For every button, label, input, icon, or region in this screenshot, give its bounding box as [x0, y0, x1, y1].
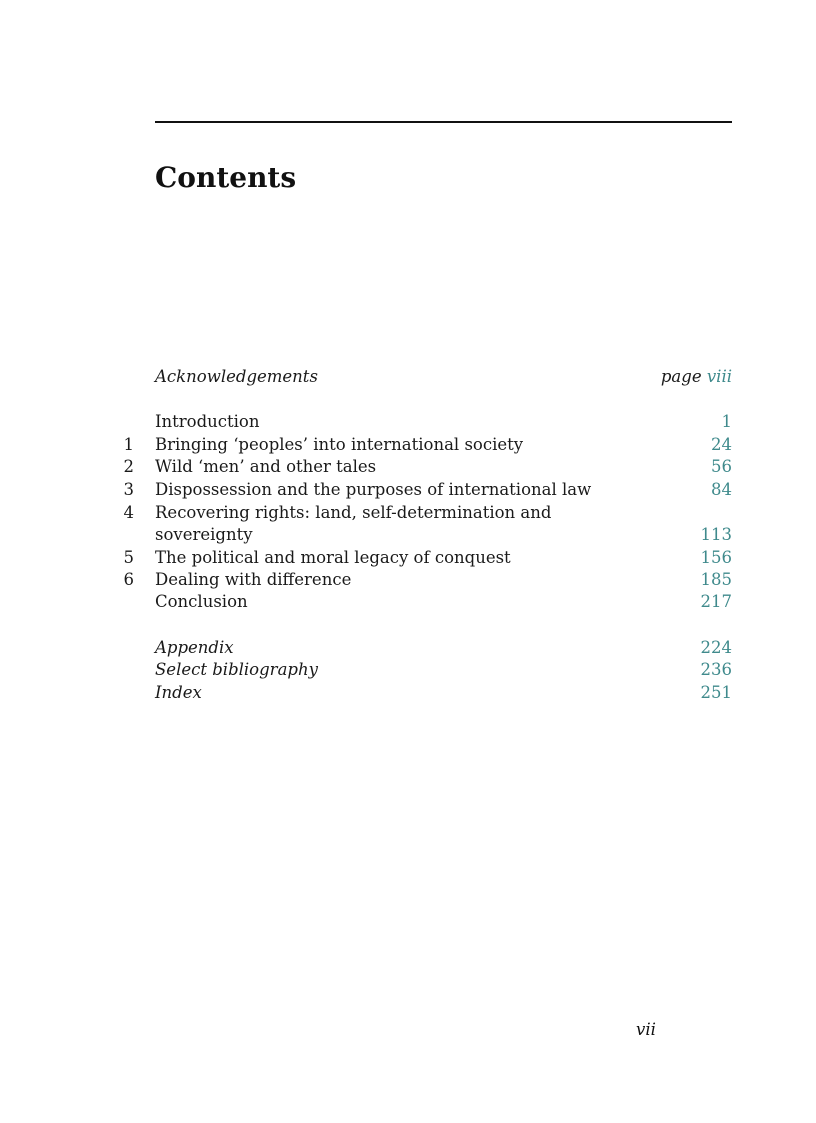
toc-entry-title: Introduction	[155, 412, 260, 431]
toc-entry-chapter-3[interactable]	[0, 479, 816, 501]
toc-entry-title: Acknowledgements	[155, 367, 318, 386]
toc-entry-title: Wild ‘men’ and other tales	[155, 457, 377, 476]
page-number[interactable]: viii	[706, 367, 732, 386]
toc-entry-title: Recovering rights: land, self-determination and	[155, 503, 552, 522]
toc-entry-appendix[interactable]	[0, 637, 816, 659]
toc-entry-chapter-2[interactable]	[0, 456, 816, 478]
chapter-number: 5	[123, 548, 134, 567]
toc-entry-page[interactable]: 224	[700, 638, 732, 657]
toc-entry-title: Index	[155, 683, 202, 702]
chapter-number: 1	[123, 435, 134, 454]
toc-entry-chapter-4-continued[interactable]	[0, 524, 816, 546]
toc-entry-chapter-4[interactable]	[0, 502, 816, 524]
toc-entry-page[interactable]: 1	[721, 412, 732, 431]
page-folio: vii	[636, 1020, 656, 1039]
toc-entry-conclusion[interactable]	[0, 591, 816, 613]
toc-entry-page[interactable]: 251	[700, 683, 732, 702]
toc-entry-page[interactable]	[661, 366, 732, 388]
chapter-number: 2	[123, 457, 134, 476]
chapter-number: 6	[123, 570, 134, 589]
toc-entry-page[interactable]: 236	[700, 660, 732, 679]
toc-entry-title: Bringing ‘peoples’ into international society	[155, 435, 524, 454]
chapter-number: 4	[123, 503, 134, 522]
toc-entry-page[interactable]: 84	[711, 480, 732, 499]
toc-entry-introduction[interactable]	[0, 411, 816, 433]
toc-entry-title: Select bibliography	[155, 660, 318, 679]
toc-entry-page[interactable]: 113	[700, 525, 732, 544]
header-rule	[155, 121, 732, 123]
toc-entry-acknowledgements[interactable]	[0, 366, 816, 388]
toc-entry-page[interactable]: 185	[700, 570, 732, 589]
toc-entry-title: Appendix	[155, 638, 234, 657]
chapter-number: 3	[123, 480, 134, 499]
toc-entry-title: Dispossession and the purposes of international law	[155, 480, 592, 499]
page-prefix: page	[660, 367, 702, 386]
toc-entry-chapter-6[interactable]	[0, 569, 816, 591]
toc-entry-chapter-5[interactable]	[0, 547, 816, 569]
toc-entry-title-continued: sovereignty	[155, 525, 253, 544]
toc-entry-title: Dealing with difference	[155, 570, 352, 589]
toc-entry-bibliography[interactable]	[0, 659, 816, 681]
toc-entry-page[interactable]: 56	[711, 457, 732, 476]
toc-entry-chapter-1[interactable]	[0, 434, 816, 456]
toc-entry-index[interactable]	[0, 682, 816, 704]
toc-entry-page[interactable]: 156	[700, 548, 732, 567]
toc-entry-title: Conclusion	[155, 592, 248, 611]
toc-entry-page[interactable]: 217	[700, 592, 732, 611]
page-title: Contents	[155, 161, 297, 194]
toc-entry-title: The political and moral legacy of conquest	[155, 548, 511, 567]
toc-entry-page[interactable]: 24	[711, 435, 732, 454]
